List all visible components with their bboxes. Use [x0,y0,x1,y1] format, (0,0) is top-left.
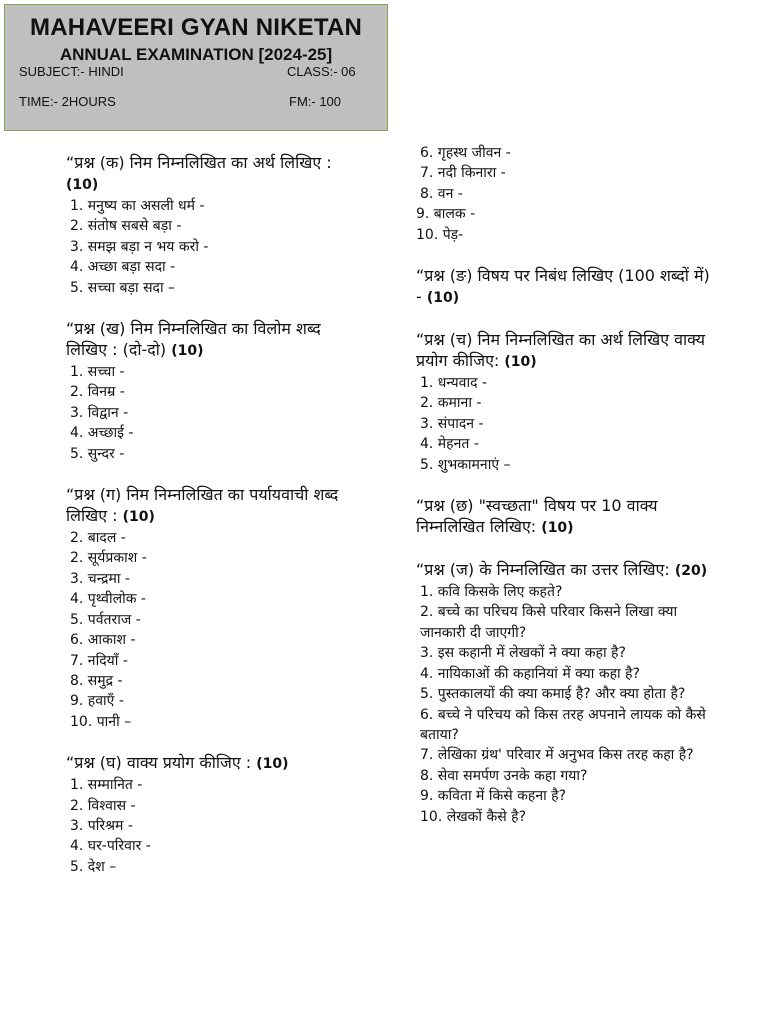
list-item: 8. वन - [420,185,463,202]
list-item: 4. मेहनत - [420,436,479,453]
list-item: 4. नायिकाओं की कहानियां में क्या कहा है? [420,665,640,682]
list-item: 4. घर-परिवार - [70,838,151,855]
list-item: 6. गृहस्थ जीवन - [420,145,511,161]
list-item: 5. पुस्तकालयों की क्या कमाई है? और क्या होता है? [420,686,686,703]
subject-label: SUBJECT:- HINDI [19,64,124,79]
question-text: “प्रश्न (छ) "स्वच्छता" विषय पर 10 वाक्य निम्नलिखित लिखिए: [416,496,658,537]
list-item: 2. संतोष सबसे बड़ा - [70,218,182,235]
question-text: “प्रश्न (घ) वाक्य प्रयोग कीजिए : [66,753,252,773]
school-name: MAHAVEERI GYAN NIKETAN [30,14,362,41]
list-item: 2. सूर्यप्रकाश - [70,550,147,567]
list-item: 9. कविता में किसे कहना है? [420,788,567,805]
question-section [66,152,356,298]
list-item: 3. परिश्रम - [70,817,133,834]
list-item: 9. बालक - [416,206,476,223]
question-section [416,495,716,539]
list-item: 1. सम्मानित - [70,777,143,794]
list-item: 6. आकाश - [70,632,136,649]
question-section [66,752,356,877]
list-item: 7. लेखिका ग्रंथ' परिवार में अनुभव किस तरह कहा है? [420,747,694,764]
list-item: 7. नदियाँ - [70,652,128,669]
question-text: “प्रश्न (ग) निम निम्नलिखित का पर्यायवाची शब्द लिखिए : [66,485,339,526]
question-text: “प्रश्न (ख) निम निम्नलिखित का विलोम शब्द लिखिए : (दो-दो) [66,319,321,360]
exam-title: ANNUAL EXAMINATION [2024-25] [59,45,333,64]
question-text: “प्रश्न (ङ) विषय पर निबंध लिखिए (100 शब्दों में) - [416,266,710,307]
question-text: “प्रश्न (च) निम निम्नलिखित का अर्थ लिखिए वाक्य प्रयोग कीजिए: [416,330,706,371]
list-item: 6. बच्चे ने परिचय को किस तरह अपनाने लायक को कैसे बताया? [420,706,706,743]
list-item: 3. विद्वान - [70,404,129,421]
list-item: 5. सुन्दर - [70,445,125,462]
question-section [66,484,356,732]
answer-list [416,373,716,475]
answer-list [66,775,356,877]
list-item: 2. बच्चे का परिचय किसे परिवार किसने लिखा क्या जानकारी दी जाएगी? [420,604,678,641]
list-item: 2. कमाना - [420,395,482,412]
list-item: 4. अच्छा बड़ा सदा - [70,259,176,276]
question-marks: (20) [674,563,708,580]
answer-list [66,196,356,298]
list-item: 7. नदी किनारा - [420,165,506,182]
list-item: 3. संपादन - [420,415,484,432]
full-marks-label: FM:- 100 [289,94,342,109]
question-marks: (10) [256,756,289,773]
list-item: 1. मनुष्य का असली धर्म - [70,198,205,214]
left-column [66,152,356,897]
class-label: CLASS:- 06 [287,64,356,79]
question-section [416,559,716,827]
list-item: 8. सेवा समर्पण उनके कहा गया? [420,767,588,784]
question-marks: (10) [504,354,537,371]
time-label: TIME:- 2HOURS [19,94,116,109]
question-text: “प्रश्न (ज) के निम्नलिखित का उत्तर लिखिए: [416,560,670,580]
question-section [416,265,716,309]
question-marks: (10) [171,343,204,360]
list-item: 2. विनम्र - [70,384,125,401]
list-item: 8. समुद्र - [70,672,123,689]
list-item: 4. पृथ्वीलोक - [70,591,146,608]
list-item: 10. पानी – [70,713,132,730]
list-item: 5. पर्वतराज - [70,611,141,628]
answer-list [416,582,716,827]
question-marks: (10) [541,520,574,537]
answer-list-continued [416,143,716,245]
list-item: 5. सच्चा बड़ा सदा – [70,279,176,296]
question-marks: (10) [122,509,155,526]
list-item: 1. धन्यवाद - [420,375,488,392]
question-section [66,318,356,464]
question-text: “प्रश्न (क) निम निम्नलिखित का अर्थ लिखिए : [66,153,332,172]
list-item: 2. बादल - [70,530,126,547]
question-section [416,329,716,475]
list-item: 9. हवाएँ - [70,693,124,710]
list-item: 1. कवि किसके लिए कहते? [420,584,563,601]
exam-header [4,4,388,131]
question-marks: (10) [426,290,460,307]
list-item: 5. देश – [70,858,117,875]
right-column [416,143,716,847]
list-item: 2. विश्वास - [70,797,136,814]
list-item: 10. पेड़- [416,226,464,243]
question-marks: (10) [66,177,99,193]
list-item: 10. लेखकों कैसे है? [420,808,527,825]
list-item: 3. समझ बड़ा न भय करो - [70,238,209,255]
list-item: 3. इस कहानी में लेखकों ने क्या कहा है? [420,645,626,662]
answer-list [66,528,356,732]
list-item: 3. चन्द्रमा - [70,570,130,587]
answer-list [66,362,356,464]
list-item: 5. शुभकामनाएं – [420,456,511,473]
list-item: 1. सच्चा - [70,364,125,381]
list-item: 4. अच्छाई - [70,425,134,442]
